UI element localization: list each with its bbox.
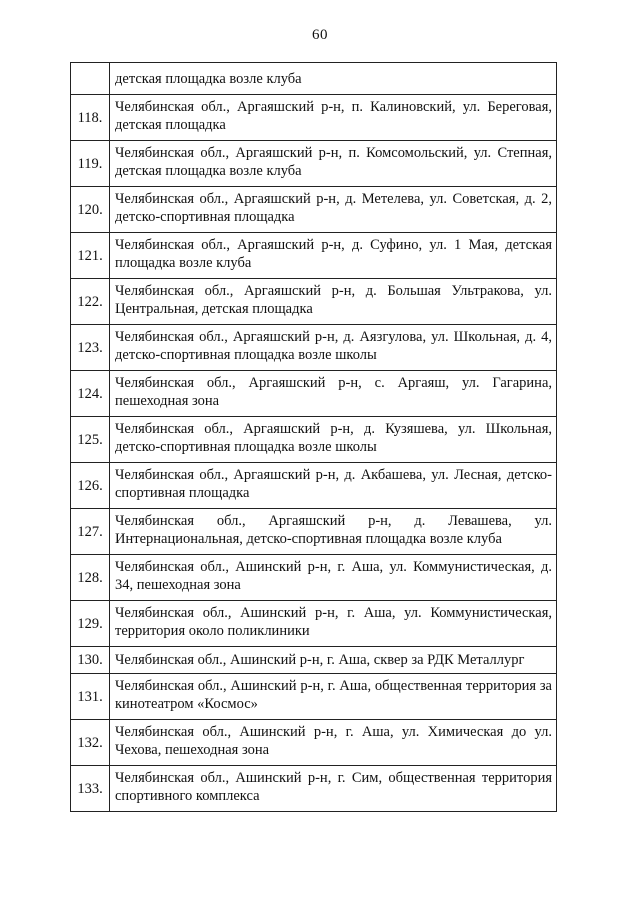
table-row [71,555,557,601]
row-number: 124. [71,371,110,417]
table-row [71,647,557,674]
row-number: 132. [71,720,110,766]
row-number [71,63,110,95]
table-row [71,141,557,187]
row-number: 129. [71,601,110,647]
row-number: 123. [71,325,110,371]
table-row [71,674,557,720]
row-address: Челябинская обл., Ашинский р-н, г. Аша, ул. Коммунистическая, д. 34, пешеходная зона [110,555,557,601]
row-number: 130. [71,647,110,674]
row-address: Челябинская обл., Аргаяшский р-н, п. Комсомольский, ул. Степная, детская площадка возле клуба [110,141,557,187]
row-address: Челябинская обл., Ашинский р-н, г. Аша, общественная территория за кинотеатром «Космос» [110,674,557,720]
row-number: 119. [71,141,110,187]
row-number: 128. [71,555,110,601]
row-address: Челябинская обл., Аргаяшский р-н, д. Метелева, ул. Советская, д. 2, детско-спортивная площадка [110,187,557,233]
table-row [71,766,557,812]
table-row [71,371,557,417]
row-address: Челябинская обл., Аргаяшский р-н, д. Акбашева, ул. Лесная, детско-спортивная площадка [110,463,557,509]
table-row [71,63,557,95]
table-row [71,509,557,555]
table-row [71,95,557,141]
table-row [71,720,557,766]
row-address: Челябинская обл., Ашинский р-н, г. Сим, общественная территория спортивного комплекса [110,766,557,812]
row-address: Челябинская обл., Ашинский р-н, г. Аша, ул. Коммунистическая, территория около поликлиники [110,601,557,647]
row-number: 131. [71,674,110,720]
row-address: Челябинская обл., Аргаяшский р-н, д. Большая Ультракова, ул. Центральная, детская площадка [110,279,557,325]
row-number: 125. [71,417,110,463]
table-row [71,463,557,509]
row-number: 126. [71,463,110,509]
table-row [71,325,557,371]
row-address: Челябинская обл., Аргаяшский р-н, д. Аязгулова, ул. Школьная, д. 4, детско-спортивная площадка возле школы [110,325,557,371]
row-address: Челябинская обл., Ашинский р-н, г. Аша, ул. Химическая до ул. Чехова, пешеходная зона [110,720,557,766]
row-address: Челябинская обл., Аргаяшский р-н, п. Калиновский, ул. Береговая, детская площадка [110,95,557,141]
table-row [71,601,557,647]
row-number: 122. [71,279,110,325]
row-number: 120. [71,187,110,233]
table-row [71,417,557,463]
row-address: Челябинская обл., Аргаяшский р-н, д. Суфино, ул. 1 Мая, детская площадка возле клуба [110,233,557,279]
address-table [70,62,557,812]
row-address: Челябинская обл., Ашинский р-н, г. Аша, сквер за РДК Металлург [110,647,557,674]
row-address: Челябинская обл., Аргаяшский р-н, д. Кузяшева, ул. Школьная, детско-спортивная площадка возле школы [110,417,557,463]
row-number: 121. [71,233,110,279]
row-address: Челябинская обл., Аргаяшский р-н, д. Левашева, ул. Интернациональная, детско-спортивная площадка возле клуба [110,509,557,555]
row-number: 118. [71,95,110,141]
table-row [71,279,557,325]
row-number: 133. [71,766,110,812]
table-row [71,233,557,279]
row-address: детская площадка возле клуба [110,63,557,95]
row-address: Челябинская обл., Аргаяшский р-н, с. Аргаяш, ул. Гагарина, пешеходная зона [110,371,557,417]
page-number: 60 [312,27,328,43]
row-number: 127. [71,509,110,555]
table-row [71,187,557,233]
